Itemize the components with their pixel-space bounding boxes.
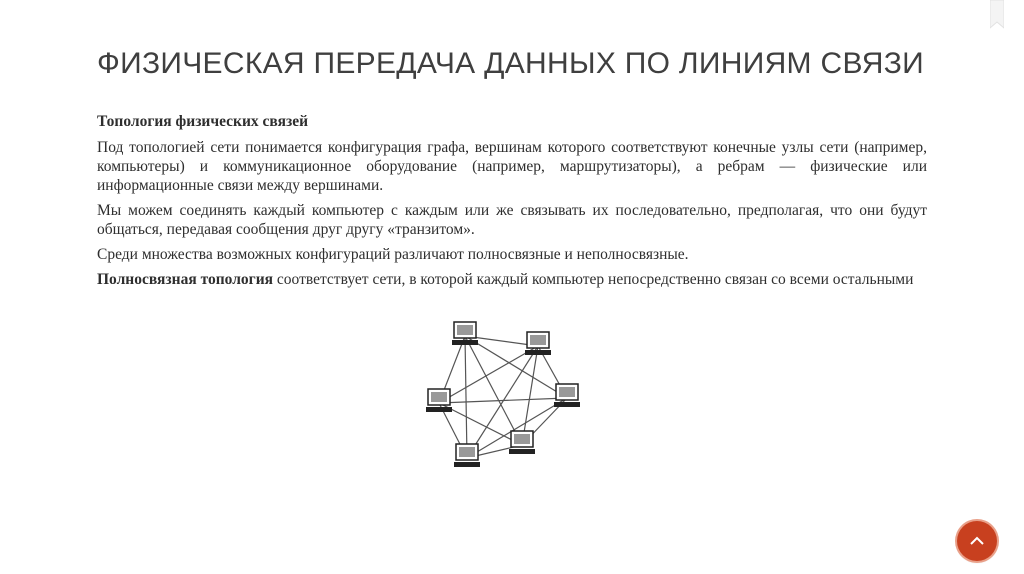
fully-connected-network-icon <box>410 310 600 490</box>
paragraph-full-mesh <box>97 270 927 289</box>
computer-node <box>525 332 551 355</box>
paragraph-connection: Мы можем соединять каждый компьютер с каждым или же связывать их последовательно, предполагая, что они будут общаться, передавая сообщения друг другу «транзитом». <box>97 202 927 238</box>
scroll-up-button[interactable] <box>957 521 997 561</box>
slide-title: ФИЗИЧЕСКАЯ ПЕРЕДАЧА ДАННЫХ ПО ЛИНИЯМ СВЯЗИ <box>97 47 925 80</box>
computer-node <box>454 444 480 467</box>
topology-term: Полносвязная топология <box>97 271 274 288</box>
computer-node <box>426 389 452 412</box>
subheading: Топология физических связей <box>97 113 309 130</box>
chevron-up-icon <box>969 535 985 547</box>
paragraph-definition: Под топологией сети понимается конфигурация графа, вершинам которого соответствуют конечные узлы сети (например, компьютеры) и коммуникационное оборудование (например, маршрутизаторы), а ребрам — физические или информационные связи между вершинами. <box>97 139 927 194</box>
slide-content <box>97 112 927 295</box>
paragraph-configurations: Среди множества возможных конфигураций различают полносвязные и неполносвязные. <box>97 246 689 263</box>
topology-description: соответствует сети, в которой каждый компьютер непосредственно связан со всеми остальными <box>273 271 914 288</box>
corner-decoration <box>990 0 1004 30</box>
computer-node <box>452 322 478 345</box>
computer-node <box>509 431 535 454</box>
computer-node <box>554 384 580 407</box>
